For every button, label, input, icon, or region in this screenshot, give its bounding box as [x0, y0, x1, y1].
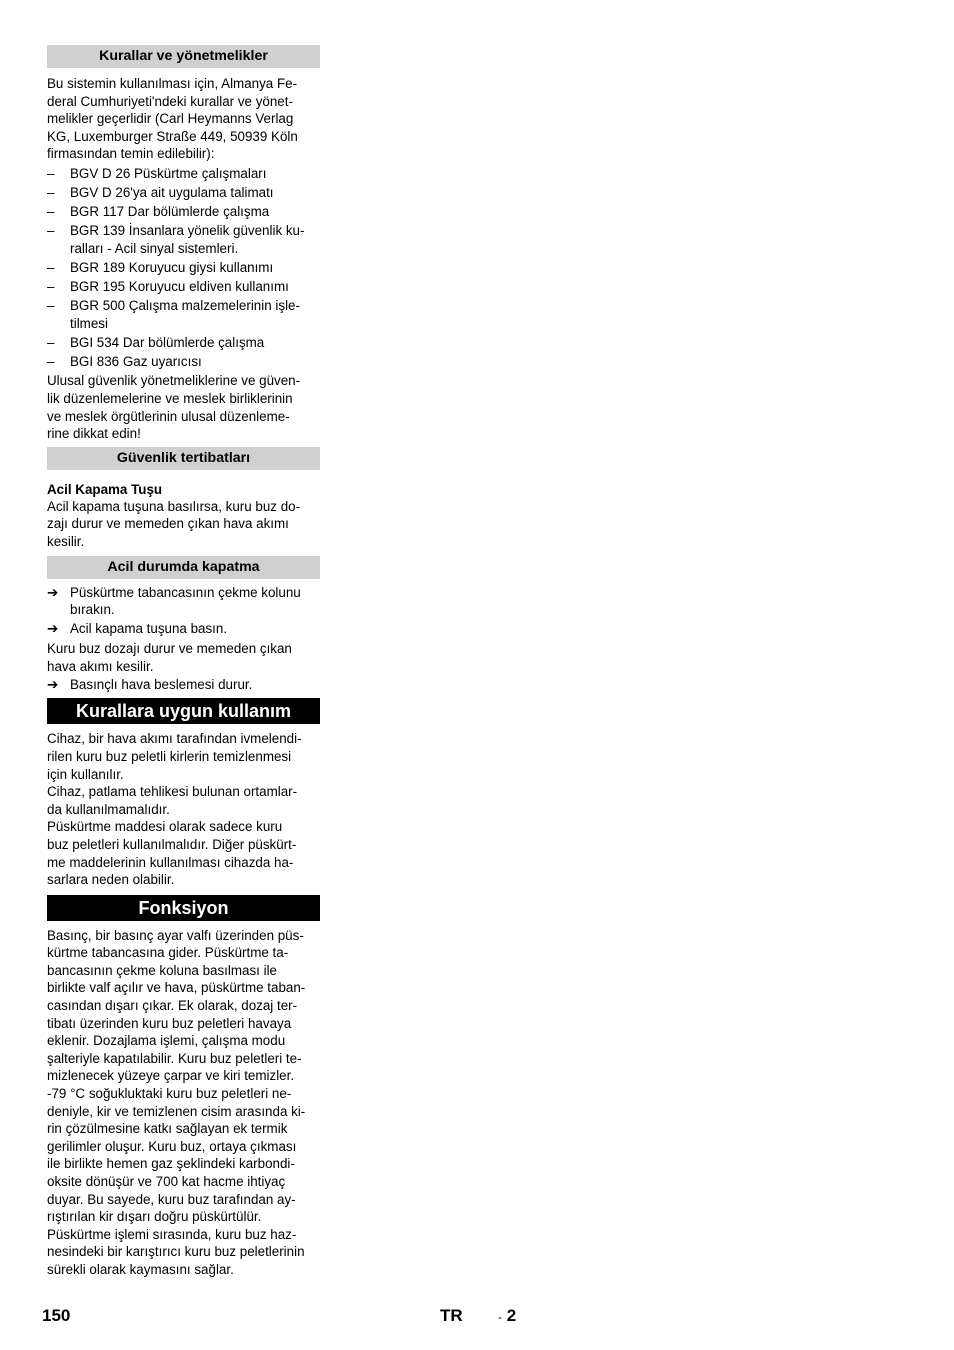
text-line: rıştırılan kir dışarı doğru püskürtülür.	[47, 1209, 262, 1225]
list-item	[47, 278, 322, 296]
list-item	[47, 620, 322, 638]
list-marker-icon: –	[47, 259, 55, 275]
text-line: deral Cumhuriyeti'ndeki kurallar ve yönet-	[47, 93, 293, 109]
list-item	[47, 184, 322, 202]
text-line: mizlenecek yüzeye çarpar ve kiri temizler.	[47, 1068, 295, 1084]
list-marker-icon: –	[47, 165, 55, 181]
list-marker-icon: –	[47, 223, 55, 239]
text-line: Cihaz, bir hava akımı tarafından ivmelendi-	[47, 731, 302, 747]
text-line: oksite dönüşür ve 700 kat hacme ihtiyaç	[47, 1174, 286, 1189]
list-marker-icon: ➔	[47, 584, 59, 600]
sub-page	[498, 1306, 516, 1326]
list-item	[47, 334, 322, 352]
text-line: duyar. Bu sayede, kuru buz tarafından ay-	[47, 1191, 296, 1207]
text-line: hava akımı kesilir.	[47, 658, 154, 674]
text-line: Bu sistemin kullanılması için, Almanya Fe-	[47, 76, 298, 91]
text-line: Püskürtme işlemi sırasında, kuru buz haz-	[47, 1226, 297, 1242]
list-item	[47, 203, 322, 221]
estop-subtitle: Acil Kapama Tuşu	[47, 481, 163, 497]
list-marker-icon: ➔	[47, 621, 59, 637]
content-column	[47, 45, 322, 1279]
list-item-line: BGR 195 Koruyucu eldiven kullanımı	[70, 279, 289, 295]
text-line: birlikte valf açılır ve hava, püskürtme taban-	[47, 980, 306, 996]
list-item-line: tilmesi	[70, 315, 108, 331]
text-line: firmasından temin edilebilir):	[47, 146, 215, 162]
text-line: sürekli olarak kaymasını sağlar.	[47, 1261, 234, 1277]
section-heading-emergency: Acil durumda kapatma	[47, 556, 320, 579]
text-line: lik düzenlemelerine ve meslek birliklerinin	[47, 391, 293, 407]
text-line: Kuru buz dozajı durur ve memeden çıkan	[47, 640, 292, 656]
text-line: tibatı üzerinden kuru buz peletleri havaya	[47, 1015, 292, 1031]
language-code: TR	[440, 1306, 463, 1325]
list-item-line: BGR 189 Koruyucu giysi kullanımı	[70, 259, 274, 275]
list-item-line: BGI 534 Dar bölümlerde çalışma	[70, 335, 265, 351]
text-line: eklenir. Dozajlama işlemi, çalışma modu	[47, 1033, 286, 1049]
sub-page-separator: -	[498, 1310, 502, 1324]
text-line: -79 °C soğukluktaki kuru buz peletleri ne-	[47, 1086, 292, 1102]
text-line: rine dikkat edin!	[47, 426, 141, 442]
list-item	[47, 676, 322, 694]
text-line: rin çözülmesine katkı sağlayan ek termik	[47, 1121, 288, 1137]
list-item	[47, 297, 322, 332]
function-text	[47, 927, 322, 1279]
text-line: ve meslek örgütlerinin ulusal düzenleme-	[47, 408, 290, 424]
text-line: ile birlikte hemen gaz şeklindeki karbondi-	[47, 1156, 295, 1172]
estop-text	[47, 498, 322, 551]
list-item-line: BGV D 26 Püskürtme çalışmaları	[70, 165, 267, 181]
emergency-steps	[47, 584, 322, 638]
list-item-line: bırakın.	[70, 602, 115, 618]
text-line: buz peletleri kullanılmalıdır. Diğer püskürt-	[47, 836, 297, 852]
page-number: 150	[42, 1306, 71, 1325]
list-marker-icon: –	[47, 335, 55, 351]
list-item-line: BGR 139 İnsanlara yönelik güvenlik ku-	[70, 223, 305, 239]
list-item-line: ralları - Acil sinyal sistemleri.	[70, 240, 239, 256]
rules-list	[47, 165, 322, 371]
text-line: KG, Luxemburger Straße 449, 50939 Köln	[47, 128, 298, 144]
section-heading-rules: Kurallar ve yönetmelikler	[47, 45, 320, 68]
list-item-line: Acil kapama tuşuna basın.	[70, 621, 228, 637]
list-item	[47, 353, 322, 371]
text-line: Ulusal güvenlik yönetmeliklerine ve güven-	[47, 373, 301, 389]
emergency-result	[47, 640, 322, 675]
list-item-line: BGR 500 Çalışma malzemelerinin işle-	[70, 298, 300, 314]
text-line: zajı durur ve memeden çıkan hava akımı	[47, 516, 289, 532]
text-line: casından dışarı çıkar. Ek olarak, dozaj ter-	[47, 998, 298, 1014]
list-marker-icon: –	[47, 184, 55, 200]
emergency-steps-b	[47, 676, 322, 694]
list-item-line: BGI 836 Gaz uyarıcısı	[70, 354, 202, 370]
text-line: bancasının çekme koluna basılması ile	[47, 962, 277, 978]
text-line: Basınç, bir basınç ayar valfı üzerinden püs-	[47, 927, 304, 943]
text-line: için kullanılır.	[47, 766, 124, 782]
list-item	[47, 584, 322, 619]
list-item-line: Basınçlı hava beslemesi durur.	[70, 676, 253, 692]
list-item	[47, 165, 322, 183]
text-line: gerilimler oluşur. Kuru buz, ortaya çıkması	[47, 1138, 297, 1154]
text-line: nesindeki bir karıştırıcı kuru buz peletlerinin	[47, 1244, 305, 1260]
list-item-line: Püskürtme tabancasının çekme kolunu	[70, 584, 301, 600]
text-line: sarlara neden olabilir.	[47, 872, 175, 888]
list-item-line: BGV D 26'ya ait uygulama talimatı	[70, 184, 274, 200]
text-line: Acil kapama tuşuna basılırsa, kuru buz do-	[47, 498, 301, 514]
list-marker-icon: –	[47, 298, 55, 314]
list-marker-icon: –	[47, 279, 55, 295]
list-marker-icon: –	[47, 354, 55, 370]
text-line: me maddelerinin kullanılması cihazda ha-	[47, 854, 294, 870]
text-line: kesilir.	[47, 534, 85, 549]
section-heading-safety: Güvenlik tertibatları	[47, 447, 320, 470]
list-marker-icon: ➔	[47, 676, 59, 692]
proper-use-text	[47, 730, 322, 888]
text-line: rilen kuru buz peletli kirlerin temizlenmesi	[47, 748, 292, 764]
text-line: da kullanılmamalıdır.	[47, 801, 170, 817]
list-item	[47, 222, 322, 257]
text-line: melikler geçerlidir (Carl Heymanns Verlag	[47, 111, 294, 127]
rules-intro	[47, 75, 322, 163]
text-line: kürtme tabancasına gider. Püskürtme ta-	[47, 945, 289, 961]
list-item-line: BGR 117 Dar bölümlerde çalışma	[70, 203, 270, 219]
text-line: Püskürtme maddesi olarak sadece kuru	[47, 819, 283, 835]
list-marker-icon: –	[47, 203, 55, 219]
text-line: deniyle, kir ve temizlenen cisim arasında ki-	[47, 1103, 306, 1119]
sub-page-number: 2	[506, 1306, 517, 1325]
list-item	[47, 259, 322, 277]
text-line: Cihaz, patlama tehlikesi bulunan ortamlar-	[47, 784, 298, 800]
section-heading-proper-use: Kurallara uygun kullanım	[47, 698, 320, 724]
section-heading-function: Fonksiyon	[47, 895, 320, 921]
text-line: şalteriyle kapatılabilir. Kuru buz peletleri te-	[47, 1050, 302, 1066]
rules-outro	[47, 372, 322, 442]
